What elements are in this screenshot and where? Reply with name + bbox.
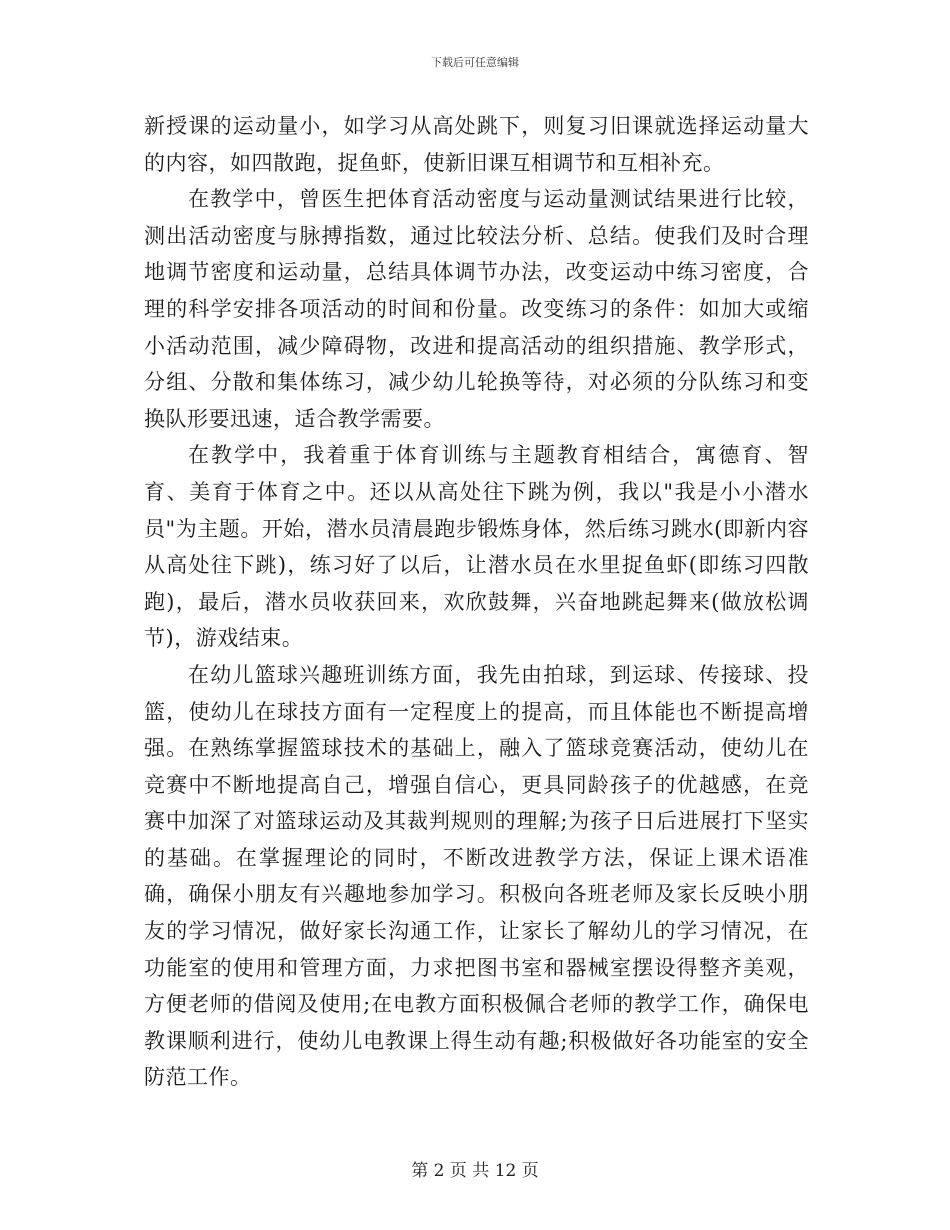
page-header-note: 下载后可任意编辑	[431, 56, 519, 69]
body-paragraph-1: 新授课的运动量小，如学习从高处跳下，则复习旧课就选择运动量大的内容，如四散跑，捉鱼虾，使新旧课互相调节和互相补充。	[144, 114, 809, 175]
body-paragraph-2: 在教学中，曾医生把体育活动密度与运动量测试结果进行比较，测出活动密度与脉搏指数，通过比较法分析、总结。使我们及时合理地调节密度和运动量，总结具体调节办法，改变运动中练习密度，合理的科学安排各项活动的时间和份量。改变练习的条件：如加大或缩小活动范围，减少障碍物，改进和提高活动的组织措施、教学形式，分组、分散和集体练习，减少幼儿轮换等待，对必须的分队练习和变换队形要迅速，适合教学需要。	[144, 187, 809, 431]
page-number-footer: 第 2 页 共 12 页	[411, 1161, 539, 1181]
document-body	[144, 108, 809, 1096]
body-paragraph-3: 在教学中，我着重于体育训练与主题教育相结合，寓德育、智育、美育于体育之中。还以从高处往下跳为例，我以"我是小小潜水员"为主题。开始，潜水员清晨跑步锻炼身体，然后练习跳水(即新内容从高处往下跳)，练习好了以后，让潜水员在水里捉鱼虾(即练习四散跑)，最后，潜水员收获回来，欢欣鼓舞，兴奋地跳起舞来(做放松调节)，游戏结束。	[144, 443, 809, 651]
body-paragraph-4: 在幼儿篮球兴趣班训练方面，我先由拍球，到运球、传接球、投篮，使幼儿在球技方面有一定程度上的提高，而且体能也不断提高增强。在熟练掌握篮球技术的基础上，融入了篮球竞赛活动，使幼儿在竞赛中不断地提高自己，增强自信心，更具同龄孩子的优越感，在竞赛中加深了对篮球运动及其裁判规则的理解;为孩子日后进展打下坚实的基础。在掌握理论的同时，不断改进教学方法，保证上课术语准确，确保小朋友有兴趣地参加学习。积极向各班老师及家长反映小朋友的学习情况，做好家长沟通工作，让家长了解幼儿的学习情况，在功能室的使用和管理方面，力求把图书室和器械室摆设得整齐美观，方便老师的借阅及使用;在电教方面积极佩合老师的教学工作，确保电教课顺利进行，使幼儿电教课上得生动有趣;积极做好各功能室的安全防范工作。	[144, 662, 809, 1090]
